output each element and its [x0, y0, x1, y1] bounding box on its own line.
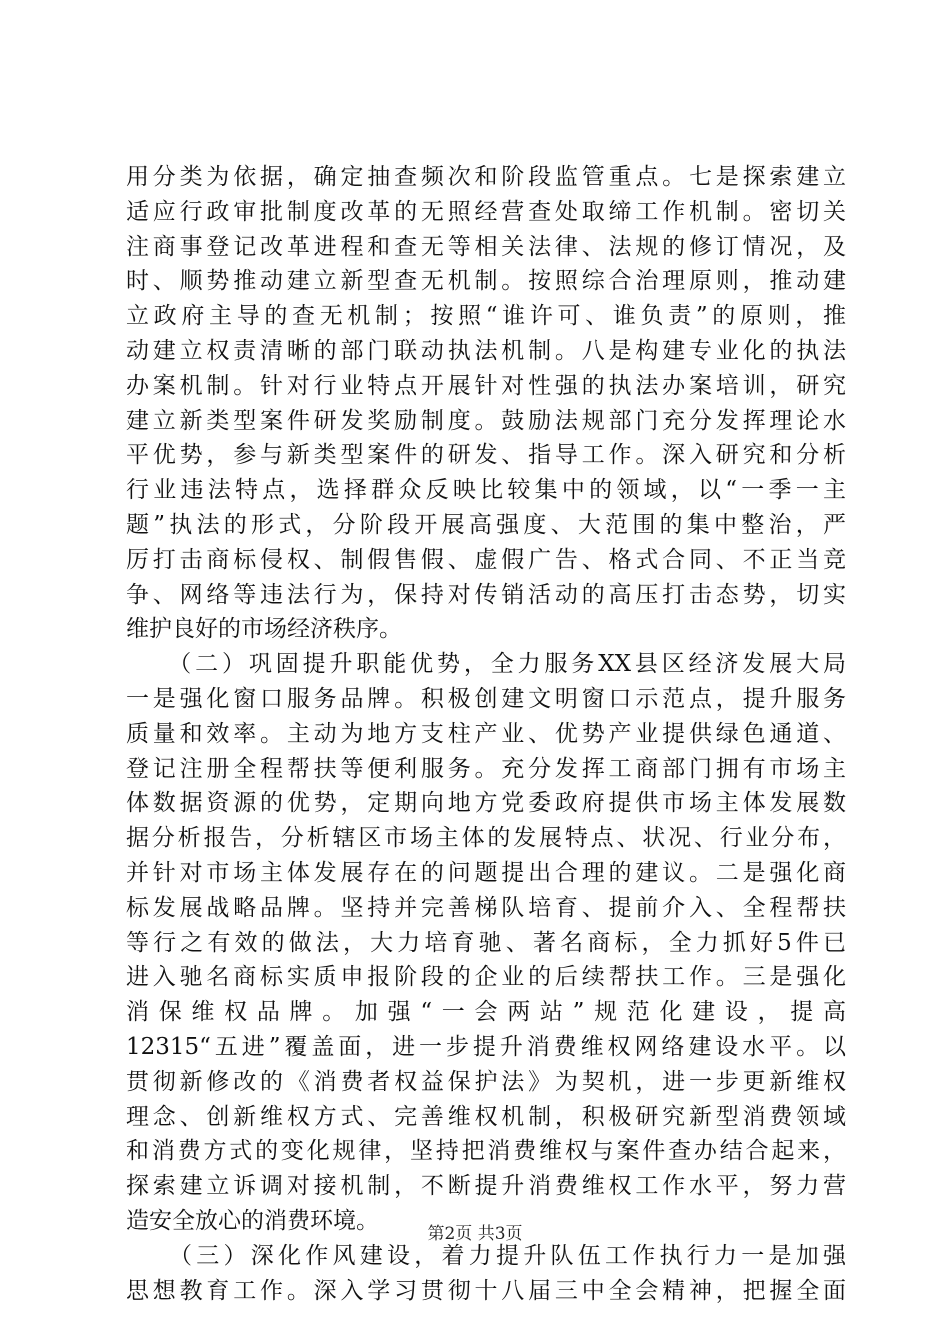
text-line: 时、顺势推动建立新型查无机制。按照综合治理原则，推动建 — [126, 268, 846, 295]
text-line: 适应行政审批制度改革的无照经营查处取缔工作机制。密切关 — [126, 198, 846, 225]
text-line: 一是强化窗口服务品牌。积极创建文明窗口示范点，提升服务 — [126, 685, 846, 712]
text-line: 进入驰名商标实质申报阶段的企业的后续帮扶工作。三是强化 — [126, 964, 846, 991]
text-line: 办案机制。针对行业特点开展针对性强的执法办案培训，研究 — [126, 372, 846, 399]
text-line: 贯彻新修改的《消费者权益保护法》为契机，进一步更新维权 — [126, 1068, 846, 1095]
text-line: 争、网络等违法行为，保持对传销活动的高压打击态势，切实 — [126, 581, 846, 608]
text-line: 造安全放心的消费环境。 — [126, 1207, 379, 1234]
text-line: 质量和效率。主动为地方支柱产业、优势产业提供绿色通道、 — [126, 720, 846, 747]
text-line: 标发展战略品牌。坚持并完善梯队培育、提前介入、全程帮扶 — [126, 894, 846, 921]
section-heading-line: （三）深化作风建设，着力提升队伍工作执行力一是加强 — [126, 1242, 846, 1269]
text-line: 和消费方式的变化规律，坚持把消费维权与案件查办结合起来， — [126, 1138, 846, 1165]
section-heading-line: （二）巩固提升职能优势，全力服务XX县区经济发展大局 — [126, 651, 846, 678]
body-text — [126, 160, 846, 1308]
text-line: 等行之有效的做法，大力培育驰、著名商标，全力抓好5件已 — [126, 929, 846, 956]
text-line: 行业违法特点，选择群众反映比较集中的领域，以“一季一主 — [126, 477, 846, 504]
text-line: 思想教育工作。深入学习贯彻十八届三中全会精神，把握全面 — [126, 1277, 846, 1304]
text-line: 登记注册全程帮扶等便利服务。充分发挥工商部门拥有市场主 — [126, 755, 846, 782]
text-line: 平优势，参与新类型案件的研发、指导工作。深入研究和分析 — [126, 442, 846, 469]
page-number-footer: 第2页 共3页 — [427, 1224, 523, 1244]
text-line: 用分类为依据，确定抽查频次和阶段监管重点。七是探索建立 — [126, 164, 846, 190]
text-line: 消保维权品牌。加强“一会两站”规范化建设，提高 — [126, 999, 846, 1026]
text-line: 立政府主导的查无机制；按照“谁许可、谁负责”的原则，推 — [126, 303, 846, 330]
text-line: 题”执法的形式，分阶段开展高强度、大范围的集中整治，严 — [126, 511, 846, 538]
text-line: 据分析报告，分析辖区市场主体的发展特点、状况、行业分布， — [126, 825, 846, 852]
text-line: 动建立权责清晰的部门联动执法机制。八是构建专业化的执法 — [126, 337, 846, 364]
text-line: 并针对市场主体发展存在的问题提出合理的建议。二是强化商 — [126, 859, 846, 886]
text-line: 维护良好的市场经济秩序。 — [126, 616, 402, 643]
text-line: 注商事登记改革进程和查无等相关法律、法规的修订情况，及 — [126, 233, 846, 260]
text-line: 建立新类型案件研发奖励制度。鼓励法规部门充分发挥理论水 — [126, 407, 846, 434]
text-line: 厉打击商标侵权、制假售假、虚假广告、格式合同、不正当竞 — [126, 546, 846, 573]
text-line: 探索建立诉调对接机制，不断提升消费维权工作水平，努力营 — [126, 1173, 846, 1200]
text-line: 12315“五进”覆盖面，进一步提升消费维权网络建设水平。以 — [126, 1033, 846, 1060]
text-line: 理念、创新维权方式、完善维权机制，积极研究新型消费领域 — [126, 1103, 846, 1130]
text-line: 体数据资源的优势，定期向地方党委政府提供市场主体发展数 — [126, 790, 846, 817]
